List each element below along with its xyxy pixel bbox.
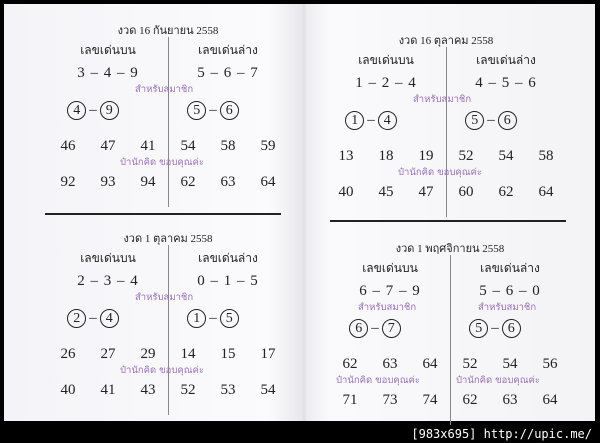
- number: 63: [220, 174, 236, 190]
- circled-digit: 5: [469, 319, 488, 338]
- lower-triplet: 4 – 5 – 6: [475, 75, 537, 91]
- lower-number-row: [168, 345, 288, 363]
- lower-triplet: 0 – 1 – 5: [197, 273, 259, 289]
- number: 62: [498, 184, 514, 200]
- upper-number-row: [326, 183, 446, 201]
- lower-number-row: [168, 381, 288, 399]
- number: 19: [418, 148, 434, 164]
- number: 29: [140, 346, 156, 362]
- lower-triplet: 5 – 6 – 7: [197, 65, 259, 81]
- page-fold: [301, 4, 307, 421]
- number: 53: [220, 382, 236, 398]
- number: 63: [382, 356, 398, 372]
- upper-number-row: [48, 345, 168, 363]
- number: 13: [338, 148, 354, 164]
- number: 40: [338, 184, 354, 200]
- draw-title: งวด 16 ตุลาคม 2558: [398, 35, 494, 47]
- watermark-line2: ป๋านักคิด ขอบคุณค่ะ: [456, 375, 541, 386]
- number: 92: [60, 174, 76, 190]
- lower-number-row: [168, 137, 288, 155]
- number: 54: [502, 356, 518, 372]
- upper-header: เลขเด่นบน: [362, 261, 418, 275]
- number: 64: [422, 356, 438, 372]
- section-divider-left: [45, 213, 281, 215]
- number: 54: [180, 138, 196, 154]
- upper-pair: [315, 319, 435, 338]
- number: 64: [538, 184, 554, 200]
- number: 62: [462, 392, 478, 408]
- number: 47: [100, 138, 116, 154]
- image-host-footer: [983x695] http://upic.me/: [411, 427, 592, 441]
- dash: –: [209, 310, 217, 326]
- circled-digit: 5: [187, 101, 206, 120]
- number: 64: [542, 392, 558, 408]
- circled-digit: 5: [220, 309, 239, 328]
- watermark-line2: ป๋านักคิด ขอบคุณค่ะ: [120, 157, 205, 168]
- upper-number-row: [326, 147, 446, 165]
- number: 41: [140, 138, 156, 154]
- number: 41: [100, 382, 116, 398]
- lower-number-row: [446, 147, 566, 165]
- watermark-line2: ป๋านักคิด ขอบคุณค่ะ: [120, 365, 205, 376]
- circled-digit: 5: [465, 111, 484, 130]
- circled-digit: 6: [502, 319, 521, 338]
- upper-header: เลขเด่นบน: [80, 43, 136, 57]
- circled-digit: 6: [220, 101, 239, 120]
- upper-pair: [33, 309, 153, 328]
- lower-pair: [431, 111, 551, 130]
- watermark-line2: ป๋านักคิด ขอบคุณค่ะ: [336, 375, 421, 386]
- upper-triplet: 1 – 2 – 4: [355, 75, 417, 91]
- lower-number-row: [168, 173, 288, 191]
- upper-header: เลขเด่นบน: [358, 53, 414, 67]
- circled-digit: 6: [349, 319, 368, 338]
- number: 58: [538, 148, 554, 164]
- lower-header: เลขเด่นล่าง: [476, 53, 536, 67]
- dash: –: [209, 102, 217, 118]
- number: 17: [260, 346, 276, 362]
- number: 40: [60, 382, 76, 398]
- scanned-page: [4, 4, 595, 421]
- lower-pair: [153, 309, 273, 328]
- draw-section: [326, 27, 566, 227]
- watermark-line1: สำหรับสมาชิก: [135, 292, 194, 303]
- number: 62: [342, 356, 358, 372]
- draw-section: [48, 225, 288, 425]
- draw-title: งวด 1 พฤศจิกายน 2558: [395, 243, 505, 255]
- number: 43: [140, 382, 156, 398]
- number: 58: [220, 138, 236, 154]
- upper-number-row: [48, 173, 168, 191]
- upper-header: เลขเด่นบน: [80, 251, 136, 265]
- watermark-line2: ป๋านักคิด ขอบคุณค่ะ: [398, 167, 483, 178]
- dash: –: [491, 320, 499, 336]
- number: 52: [458, 148, 474, 164]
- lower-triplet: 5 – 6 – 0: [479, 283, 541, 299]
- lower-header: เลขเด่นล่าง: [198, 251, 258, 265]
- upper-pair: [33, 101, 153, 120]
- dash: –: [371, 320, 379, 336]
- upper-number-row: [48, 137, 168, 155]
- number: 52: [180, 382, 196, 398]
- number: 59: [260, 138, 276, 154]
- circled-digit: 7: [382, 319, 401, 338]
- lower-pair: [153, 101, 273, 120]
- lower-number-row: [450, 355, 570, 373]
- dash: –: [89, 102, 97, 118]
- number: 14: [180, 346, 196, 362]
- circled-digit: 9: [100, 101, 119, 120]
- watermark-line1: สำหรับสมาชิก: [478, 302, 537, 313]
- circled-digit: 2: [67, 309, 86, 328]
- upper-number-row: [330, 391, 450, 409]
- section-divider-right: [330, 220, 566, 222]
- number: 56: [542, 356, 558, 372]
- number: 52: [462, 356, 478, 372]
- number: 71: [342, 392, 358, 408]
- lower-header: เลขเด่นล่าง: [480, 261, 540, 275]
- number: 73: [382, 392, 398, 408]
- dash: –: [367, 112, 375, 128]
- number: 46: [60, 138, 76, 154]
- circled-digit: 4: [100, 309, 119, 328]
- number: 15: [220, 346, 236, 362]
- number: 64: [260, 174, 276, 190]
- dash: –: [487, 112, 495, 128]
- number: 18: [378, 148, 394, 164]
- circled-digit: 4: [378, 111, 397, 130]
- draw-section: [330, 235, 570, 435]
- number: 47: [418, 184, 434, 200]
- number: 45: [378, 184, 394, 200]
- circled-digit: 1: [345, 111, 364, 130]
- upper-number-row: [48, 381, 168, 399]
- number: 94: [140, 174, 156, 190]
- upper-pair: [311, 111, 431, 130]
- circled-digit: 6: [498, 111, 517, 130]
- lower-pair: [435, 319, 555, 338]
- number: 54: [498, 148, 514, 164]
- upper-triplet: 3 – 4 – 9: [77, 65, 139, 81]
- circled-digit: 4: [67, 101, 86, 120]
- lower-header: เลขเด่นล่าง: [198, 43, 258, 57]
- number: 60: [458, 184, 474, 200]
- circled-digit: 1: [187, 309, 206, 328]
- number: 27: [100, 346, 116, 362]
- draw-section: [48, 17, 288, 217]
- upper-triplet: 2 – 3 – 4: [77, 273, 139, 289]
- draw-title: งวด 1 ตุลาคม 2558: [123, 233, 213, 245]
- number: 54: [260, 382, 276, 398]
- watermark-line1: สำหรับสมาชิก: [358, 302, 417, 313]
- watermark-line1: สำหรับสมาชิก: [135, 84, 194, 95]
- upper-number-row: [330, 355, 450, 373]
- dash: –: [89, 310, 97, 326]
- number: 63: [502, 392, 518, 408]
- draw-title: งวด 16 กันยายน 2558: [117, 25, 219, 37]
- upper-triplet: 6 – 7 – 9: [359, 283, 421, 299]
- number: 26: [60, 346, 76, 362]
- watermark-line1: สำหรับสมาชิก: [413, 94, 472, 105]
- number: 74: [422, 392, 438, 408]
- number: 62: [180, 174, 196, 190]
- lower-number-row: [450, 391, 570, 409]
- number: 93: [100, 174, 116, 190]
- lower-number-row: [446, 183, 566, 201]
